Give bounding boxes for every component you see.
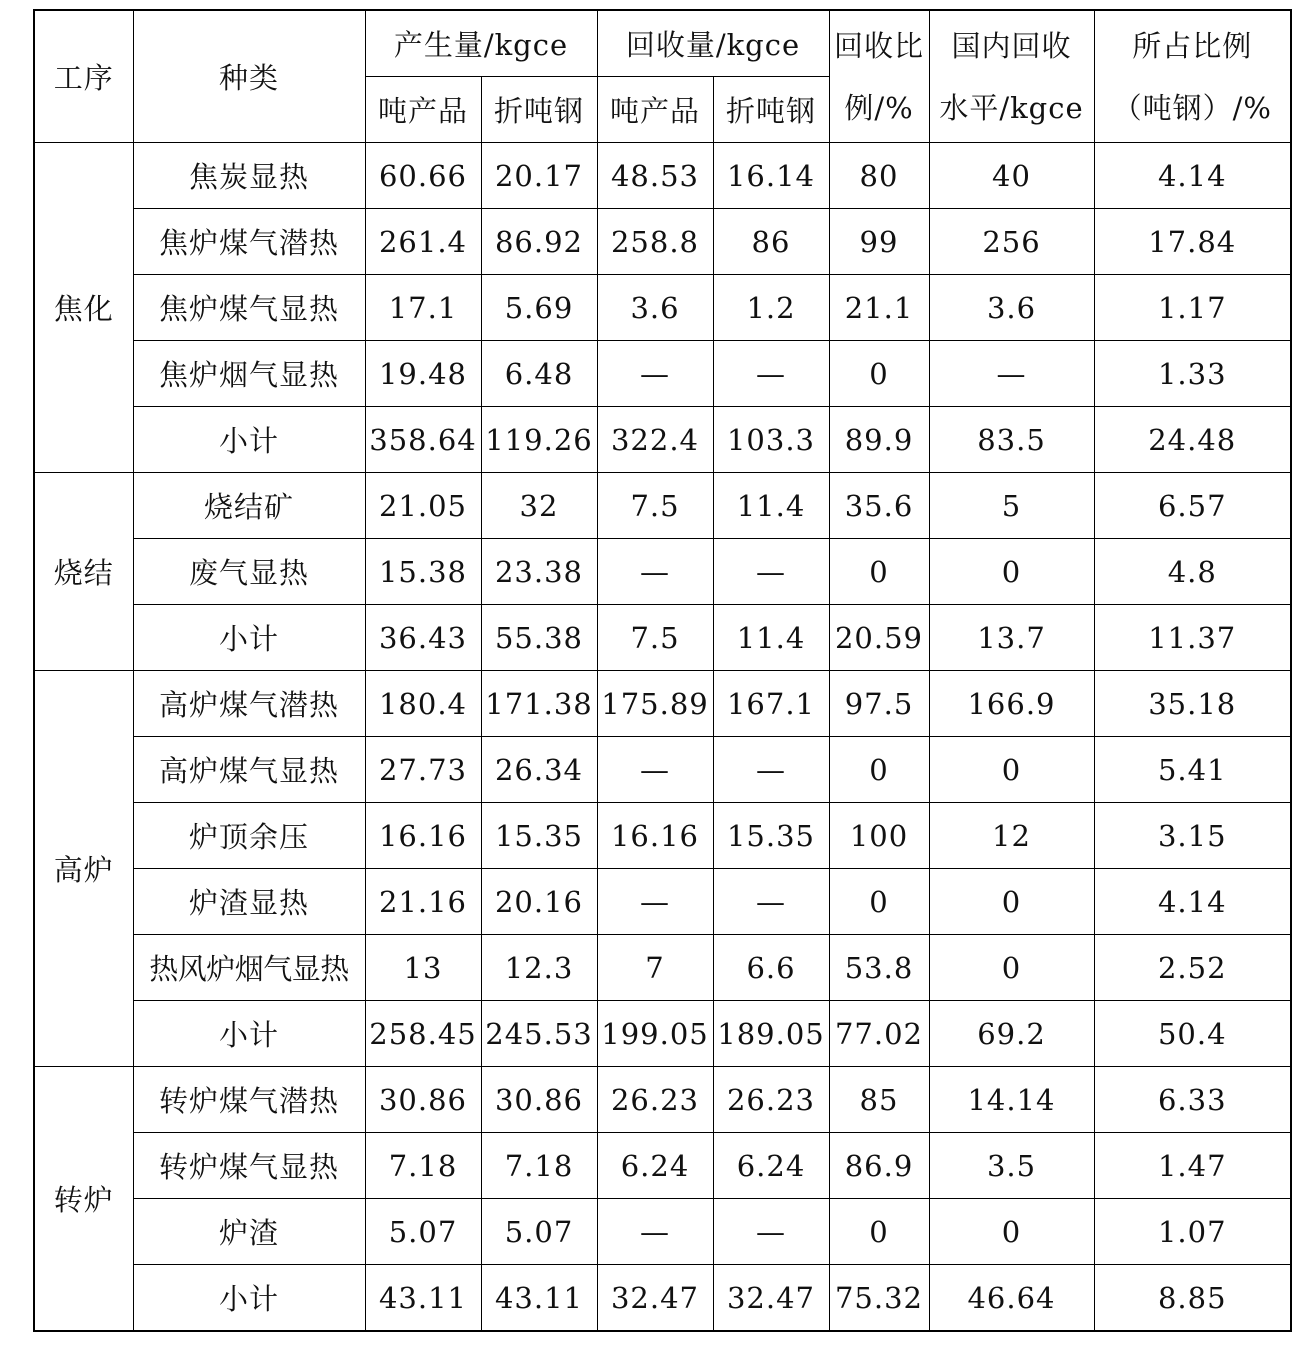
header-share-line2: （吨钢）/%: [1112, 90, 1272, 125]
produced-per-steel-cell: 20.17: [481, 143, 597, 209]
recovery-ratio-cell: 0: [829, 1199, 929, 1265]
recovery-ratio-cell: 21.1: [829, 275, 929, 341]
recovered-per-product-cell: 7.5: [597, 605, 713, 671]
domestic-level-cell: 40: [929, 143, 1094, 209]
recovered-per-steel-cell: —: [713, 1199, 829, 1265]
produced-per-steel-cell: 86.92: [481, 209, 597, 275]
recovered-per-steel-cell: 167.1: [713, 671, 829, 737]
recovered-per-product-cell: 7: [597, 935, 713, 1001]
produced-per-product-cell: 261.4: [365, 209, 481, 275]
table-row: [34, 341, 1291, 407]
share-cell: 8.85: [1094, 1265, 1291, 1332]
type-cell: 焦炉烟气显热: [133, 341, 365, 407]
produced-per-product-cell: 21.05: [365, 473, 481, 539]
type-cell: 小计: [133, 605, 365, 671]
recovered-per-steel-cell: 11.4: [713, 605, 829, 671]
share-cell: 1.33: [1094, 341, 1291, 407]
header-domestic-level-line2: 水平/kgce: [939, 90, 1084, 125]
produced-per-steel-cell: 5.69: [481, 275, 597, 341]
domestic-level-cell: 14.14: [929, 1067, 1094, 1133]
produced-per-product-cell: 358.64: [365, 407, 481, 473]
recovered-per-steel-cell: —: [713, 341, 829, 407]
table-row: [34, 1199, 1291, 1265]
process-cell: 烧结: [34, 473, 133, 671]
recovered-per-steel-cell: 16.14: [713, 143, 829, 209]
recovered-per-steel-cell: 1.2: [713, 275, 829, 341]
produced-per-product-cell: 27.73: [365, 737, 481, 803]
recovered-per-product-cell: 26.23: [597, 1067, 713, 1133]
recovered-per-steel-cell: —: [713, 539, 829, 605]
domestic-level-cell: 0: [929, 869, 1094, 935]
type-cell: 小计: [133, 407, 365, 473]
share-cell: 6.57: [1094, 473, 1291, 539]
header-produced-per-steel: 折吨钢: [481, 77, 597, 143]
recovery-ratio-cell: 89.9: [829, 407, 929, 473]
type-cell: 小计: [133, 1265, 365, 1332]
table-row: [34, 803, 1291, 869]
produced-per-product-cell: 7.18: [365, 1133, 481, 1199]
header-recovery-ratio: [829, 10, 929, 143]
type-cell: 小计: [133, 1001, 365, 1067]
recovered-per-steel-cell: 11.4: [713, 473, 829, 539]
recovery-ratio-cell: 53.8: [829, 935, 929, 1001]
recovered-per-product-cell: 199.05: [597, 1001, 713, 1067]
recovered-per-steel-cell: —: [713, 869, 829, 935]
domestic-level-cell: 13.7: [929, 605, 1094, 671]
process-cell: 转炉: [34, 1067, 133, 1332]
share-cell: 50.4: [1094, 1001, 1291, 1067]
produced-per-product-cell: 60.66: [365, 143, 481, 209]
domestic-level-cell: 256: [929, 209, 1094, 275]
recovered-per-product-cell: —: [597, 341, 713, 407]
produced-per-steel-cell: 55.38: [481, 605, 597, 671]
table-row: [34, 539, 1291, 605]
recovery-ratio-cell: 77.02: [829, 1001, 929, 1067]
table-row: [34, 209, 1291, 275]
type-cell: 废气显热: [133, 539, 365, 605]
type-cell: 焦炉煤气显热: [133, 275, 365, 341]
table-body: [34, 143, 1291, 1332]
recovery-ratio-cell: 86.9: [829, 1133, 929, 1199]
domestic-level-cell: 5: [929, 473, 1094, 539]
type-cell: 焦炭显热: [133, 143, 365, 209]
produced-per-steel-cell: 43.11: [481, 1265, 597, 1332]
header-domestic-level-line1: 国内回收: [951, 28, 1072, 63]
recovered-per-product-cell: 16.16: [597, 803, 713, 869]
recovered-per-product-cell: 32.47: [597, 1265, 713, 1332]
share-cell: 35.18: [1094, 671, 1291, 737]
header-recovered: 回收量/kgce: [597, 10, 829, 77]
recovery-ratio-cell: 80: [829, 143, 929, 209]
domestic-level-cell: 166.9: [929, 671, 1094, 737]
table-row: [34, 407, 1291, 473]
produced-per-product-cell: 17.1: [365, 275, 481, 341]
domestic-level-cell: 83.5: [929, 407, 1094, 473]
table-row: [34, 935, 1291, 1001]
table-row: [34, 1133, 1291, 1199]
header-share: [1094, 10, 1291, 143]
header-recovered-per-steel: 折吨钢: [713, 77, 829, 143]
domestic-level-cell: 0: [929, 1199, 1094, 1265]
share-cell: 4.14: [1094, 143, 1291, 209]
produced-per-steel-cell: 32: [481, 473, 597, 539]
recovery-ratio-cell: 0: [829, 341, 929, 407]
produced-per-product-cell: 16.16: [365, 803, 481, 869]
header-type: 种类: [133, 10, 365, 143]
table-row: [34, 737, 1291, 803]
domestic-level-cell: 69.2: [929, 1001, 1094, 1067]
recovery-ratio-cell: 75.32: [829, 1265, 929, 1332]
table-row: [34, 869, 1291, 935]
recovered-per-steel-cell: 189.05: [713, 1001, 829, 1067]
domestic-level-cell: —: [929, 341, 1094, 407]
domestic-level-cell: 0: [929, 935, 1094, 1001]
produced-per-steel-cell: 119.26: [481, 407, 597, 473]
table-row: [34, 605, 1291, 671]
header-recovery-ratio-line2: 例/%: [844, 90, 914, 125]
type-cell: 热风炉烟气显热: [133, 935, 365, 1001]
produced-per-product-cell: 19.48: [365, 341, 481, 407]
produced-per-steel-cell: 23.38: [481, 539, 597, 605]
share-cell: 1.47: [1094, 1133, 1291, 1199]
domestic-level-cell: 0: [929, 737, 1094, 803]
recovered-per-product-cell: —: [597, 1199, 713, 1265]
domestic-level-cell: 0: [929, 539, 1094, 605]
recovered-per-product-cell: —: [597, 737, 713, 803]
process-cell: 焦化: [34, 143, 133, 473]
recovery-ratio-cell: 35.6: [829, 473, 929, 539]
recovered-per-product-cell: 48.53: [597, 143, 713, 209]
domestic-level-cell: 12: [929, 803, 1094, 869]
domestic-level-cell: 46.64: [929, 1265, 1094, 1332]
table-row: [34, 1067, 1291, 1133]
recovered-per-steel-cell: 86: [713, 209, 829, 275]
produced-per-steel-cell: 171.38: [481, 671, 597, 737]
header-share-line1: 所占比例: [1132, 28, 1253, 63]
produced-per-steel-cell: 15.35: [481, 803, 597, 869]
recovered-per-product-cell: —: [597, 539, 713, 605]
header-process: 工序: [34, 10, 133, 143]
recovered-per-product-cell: 258.8: [597, 209, 713, 275]
recovered-per-product-cell: 7.5: [597, 473, 713, 539]
type-cell: 炉渣显热: [133, 869, 365, 935]
table-row: [34, 1265, 1291, 1332]
share-cell: 3.15: [1094, 803, 1291, 869]
recovered-per-steel-cell: 15.35: [713, 803, 829, 869]
produced-per-product-cell: 15.38: [365, 539, 481, 605]
domestic-level-cell: 3.6: [929, 275, 1094, 341]
recovery-ratio-cell: 0: [829, 737, 929, 803]
recovery-ratio-cell: 100: [829, 803, 929, 869]
produced-per-steel-cell: 26.34: [481, 737, 597, 803]
recovered-per-product-cell: 6.24: [597, 1133, 713, 1199]
recovered-per-product-cell: 322.4: [597, 407, 713, 473]
produced-per-product-cell: 13: [365, 935, 481, 1001]
recovered-per-steel-cell: 26.23: [713, 1067, 829, 1133]
recovery-ratio-cell: 99: [829, 209, 929, 275]
produced-per-steel-cell: 5.07: [481, 1199, 597, 1265]
produced-per-product-cell: 43.11: [365, 1265, 481, 1332]
share-cell: 24.48: [1094, 407, 1291, 473]
table-row: [34, 1001, 1291, 1067]
recovered-per-product-cell: 3.6: [597, 275, 713, 341]
type-cell: 转炉煤气显热: [133, 1133, 365, 1199]
produced-per-steel-cell: 245.53: [481, 1001, 597, 1067]
table-row: [34, 275, 1291, 341]
share-cell: 1.07: [1094, 1199, 1291, 1265]
type-cell: 炉渣: [133, 1199, 365, 1265]
process-cell: 高炉: [34, 671, 133, 1067]
share-cell: 4.8: [1094, 539, 1291, 605]
table-row: [34, 473, 1291, 539]
header-produced: 产生量/kgce: [365, 10, 597, 77]
recovery-ratio-cell: 20.59: [829, 605, 929, 671]
recovered-per-product-cell: 175.89: [597, 671, 713, 737]
produced-per-steel-cell: 20.16: [481, 869, 597, 935]
produced-per-product-cell: 180.4: [365, 671, 481, 737]
produced-per-product-cell: 21.16: [365, 869, 481, 935]
share-cell: 11.37: [1094, 605, 1291, 671]
produced-per-product-cell: 5.07: [365, 1199, 481, 1265]
header-domestic-level: [929, 10, 1094, 143]
produced-per-steel-cell: 12.3: [481, 935, 597, 1001]
share-cell: 1.17: [1094, 275, 1291, 341]
type-cell: 焦炉煤气潜热: [133, 209, 365, 275]
recovered-per-steel-cell: 103.3: [713, 407, 829, 473]
recovery-ratio-cell: 0: [829, 869, 929, 935]
type-cell: 烧结矿: [133, 473, 365, 539]
recovery-ratio-cell: 85: [829, 1067, 929, 1133]
produced-per-product-cell: 36.43: [365, 605, 481, 671]
header-recovered-per-product: 吨产品: [597, 77, 713, 143]
table-row: [34, 671, 1291, 737]
produced-per-steel-cell: 6.48: [481, 341, 597, 407]
recovered-per-steel-cell: 6.24: [713, 1133, 829, 1199]
share-cell: 5.41: [1094, 737, 1291, 803]
recovered-per-steel-cell: 32.47: [713, 1265, 829, 1332]
type-cell: 转炉煤气潜热: [133, 1067, 365, 1133]
recovered-per-product-cell: —: [597, 869, 713, 935]
header-recovery-ratio-line1: 回收比: [833, 28, 924, 63]
type-cell: 高炉煤气潜热: [133, 671, 365, 737]
type-cell: 炉顶余压: [133, 803, 365, 869]
share-cell: 4.14: [1094, 869, 1291, 935]
type-cell: 高炉煤气显热: [133, 737, 365, 803]
share-cell: 17.84: [1094, 209, 1291, 275]
share-cell: 6.33: [1094, 1067, 1291, 1133]
table-row: [34, 143, 1291, 209]
recovered-per-steel-cell: 6.6: [713, 935, 829, 1001]
produced-per-product-cell: 258.45: [365, 1001, 481, 1067]
energy-recovery-table: [33, 9, 1292, 1332]
produced-per-steel-cell: 30.86: [481, 1067, 597, 1133]
recovery-ratio-cell: 97.5: [829, 671, 929, 737]
produced-per-steel-cell: 7.18: [481, 1133, 597, 1199]
domestic-level-cell: 3.5: [929, 1133, 1094, 1199]
recovery-ratio-cell: 0: [829, 539, 929, 605]
header-produced-per-product: 吨产品: [365, 77, 481, 143]
share-cell: 2.52: [1094, 935, 1291, 1001]
recovered-per-steel-cell: —: [713, 737, 829, 803]
produced-per-product-cell: 30.86: [365, 1067, 481, 1133]
